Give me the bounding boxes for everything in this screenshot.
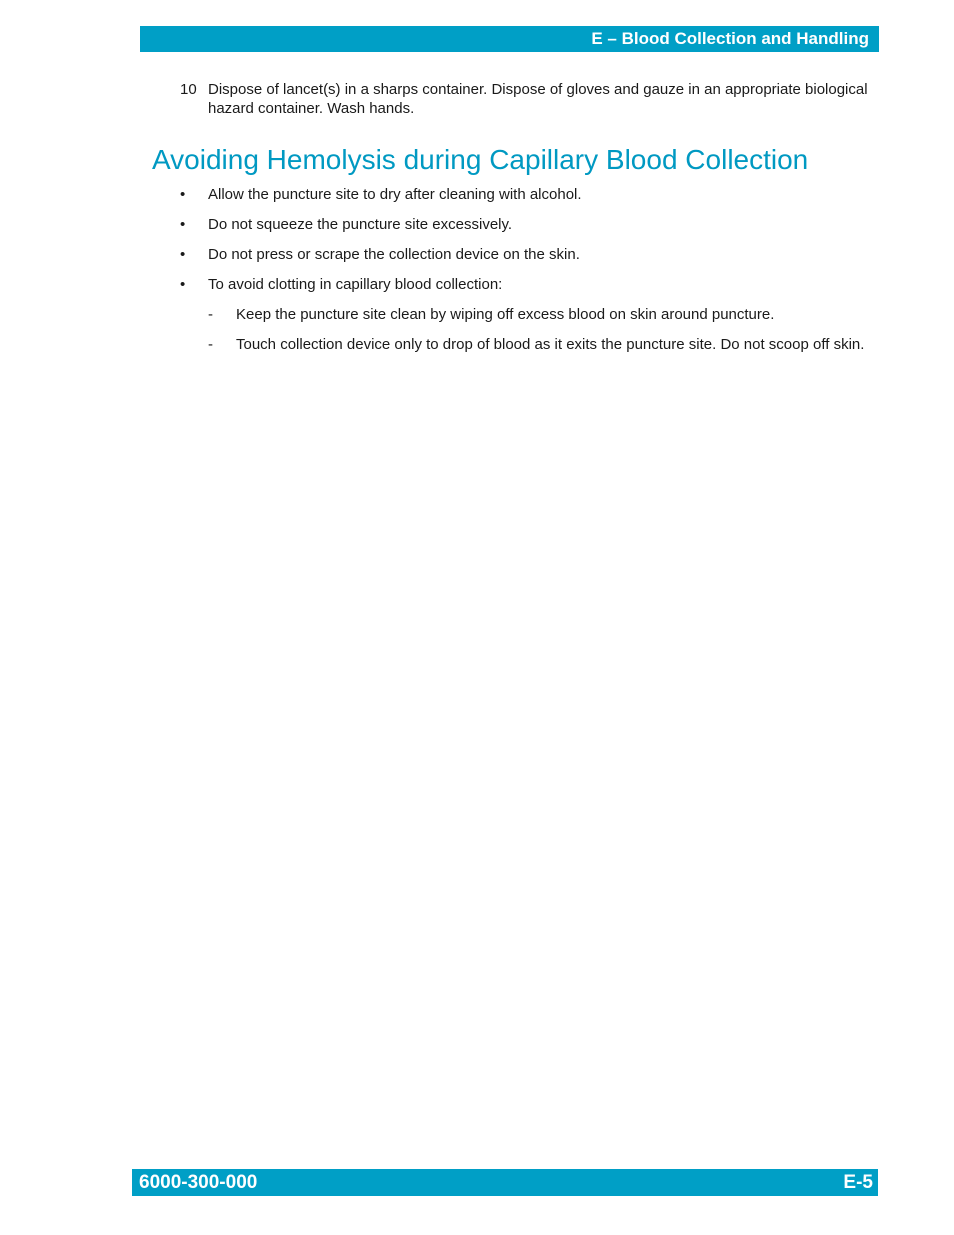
sub-list-item — [180, 305, 910, 335]
section-title: Avoiding Hemolysis during Capillary Blood Collection — [152, 144, 809, 175]
dash-marker: - — [208, 306, 213, 323]
bullet-list — [180, 185, 910, 365]
document-number: 6000-300-000 — [139, 1172, 258, 1193]
dash-marker: - — [208, 336, 213, 353]
step-number: 10 — [180, 81, 197, 98]
sub-list-item-text: Touch collection device only to drop of blood as it exits the puncture site. Do not scoop off skin. — [236, 336, 865, 353]
list-item-text: Do not squeeze the puncture site excessively. — [208, 216, 513, 233]
bullet-marker: • — [180, 186, 186, 203]
list-item-text: Allow the puncture site to dry after cleaning with alcohol. — [208, 186, 582, 203]
sub-list-item — [180, 335, 910, 365]
bullet-marker: • — [180, 246, 186, 263]
footer-bar — [132, 1169, 878, 1196]
sub-list-item-text: Keep the puncture site clean by wiping off excess blood on skin around puncture. — [236, 306, 775, 323]
section-header-label: E – Blood Collection and Handling — [591, 29, 869, 48]
list-item-text: To avoid clotting in capillary blood collection: — [208, 276, 503, 293]
list-item — [180, 275, 910, 305]
list-item — [180, 245, 910, 275]
step-text: Dispose of lancet(s) in a sharps container. Dispose of gloves and gauze in an appropriate biological hazard container. Wash hands. — [208, 81, 868, 117]
list-item-text: Do not press or scrape the collection device on the skin. — [208, 246, 580, 263]
list-item — [180, 185, 910, 215]
list-item — [180, 215, 910, 245]
bullet-marker: • — [180, 276, 186, 293]
page-number: E-5 — [843, 1172, 873, 1193]
procedure-step — [180, 80, 900, 118]
section-header-bar — [140, 26, 879, 52]
bullet-marker: • — [180, 216, 186, 233]
